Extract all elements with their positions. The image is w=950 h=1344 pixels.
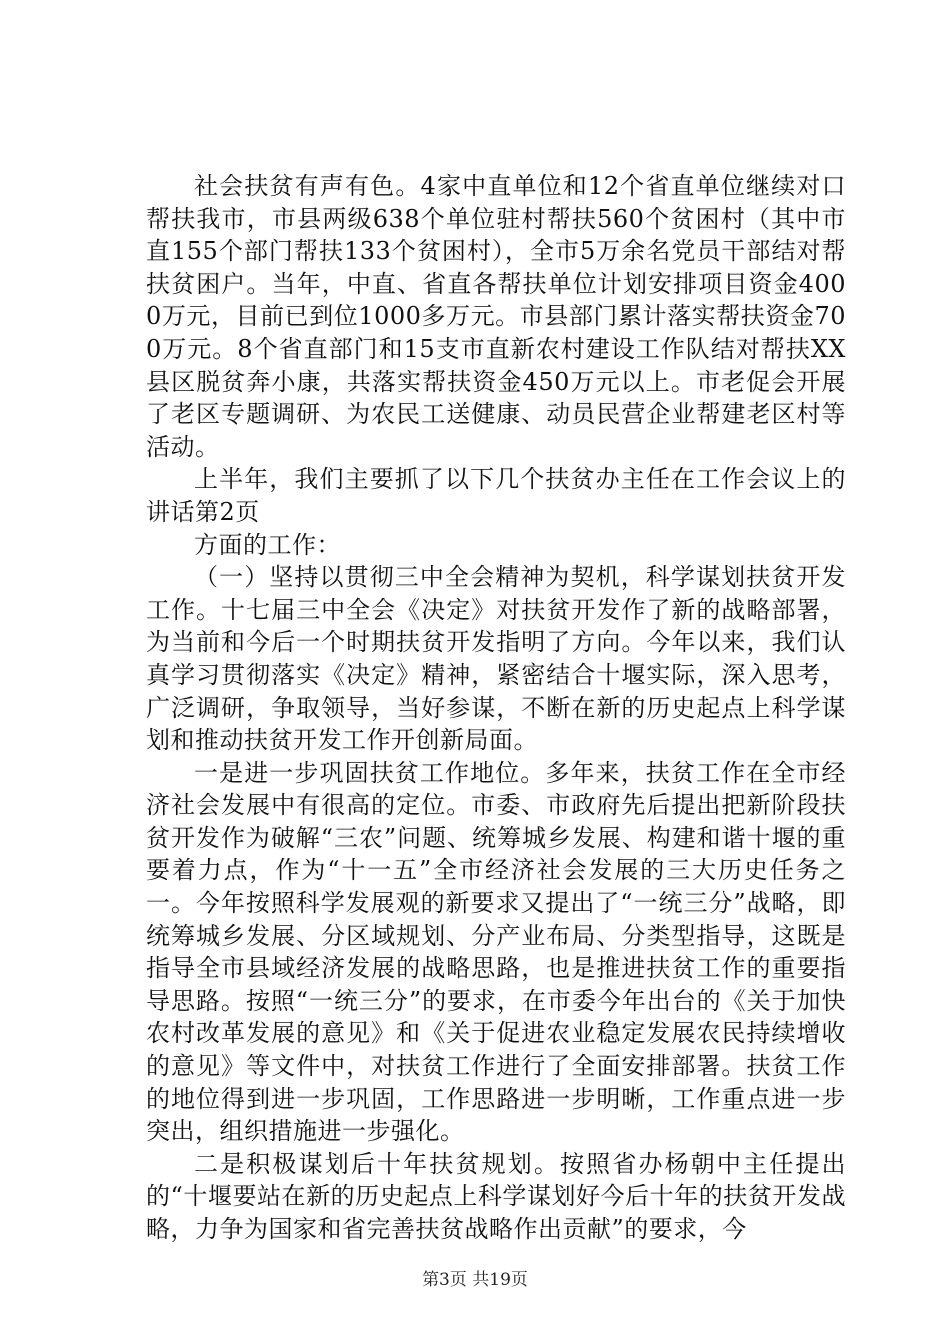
paragraph-first-half-year: 上半年，我们主要抓了以下几个扶贫办主任在工作会议上的讲话第2页 (146, 465, 846, 526)
paragraph-section-one: （一）坚持以贯彻三中全会精神为契机，科学谋划扶贫开发工作。十七届三中全会《决定》对扶贫开发作了新的战略部署，为当前和今后一个时期扶贫开发指明了方向。今年以来，我们认真学习贯彻落实《决定》精神，紧密结合十堰实际，深入思考，广泛调研，争取领导，当好参谋，不断在新的历史起点上科学谋划和推动扶贫开发工作开创新局面。 (146, 563, 846, 755)
paragraph-point-two: 二是积极谋划后十年扶贫规划。按照省办杨朝中主任提出的“十堰要站在新的历史起点上科学谋划好今后十年的扶贫开发战略，力争为国家和省完善扶贫战略作出贡献”的要求，今 (146, 1149, 846, 1243)
paragraph-social-poverty-relief: 社会扶贫有声有色。4家中直单位和12个省直单位继续对口帮扶我市，市县两级638个单位驻村帮扶560个贫困村（其中市直155个部门帮扶133个贫困村），全市5万余名党员干部结对帮扶贫困户。当年，中直、省直各帮扶单位计划安排项目资金4000万元，目前已到位1000多万元。市县部门累计落实帮扶资金700万元。8个省直部门和15支市直新农村建设工作队结对帮扶XX县区脱贫奔小康，共落实帮扶资金450万元以上。市老促会开展了老区专题调研、为农民工送健康、动员民营企业帮建老区村等活动。 (146, 172, 846, 461)
paragraph-work-aspects: 方面的工作： (194, 530, 341, 559)
page-footer: 第3页 共19页 (422, 1270, 528, 1290)
document-body (146, 170, 846, 1246)
paragraph-point-one: 一是进一步巩固扶贫工作地位。多年来，扶贫工作在全市经济社会发展中有很高的定位。市委、市政府先后提出把新阶段扶贫开发作为破解“三农”问题、统筹城乡发展、构建和谐十堰的重要着力点，作为“十一五”全市经济社会发展的三大历史任务之一。今年按照科学发展观的新要求又提出了“一统三分”战略，即统筹城乡发展、分区域规划、分产业布局、分类型指导，这既是指导全市县域经济发展的战略思路，也是推进扶贫工作的重要指导思路。按照“一统三分”的要求，在市委今年出台的《关于加快农村改革发展的意见》和《关于促进农业稳定发展农民持续增收的意见》等文件中，对扶贫工作进行了全面安排部署。扶贫工作的地位得到进一步巩固，工作思路进一步明晰，工作重点进一步突出，组织措施进一步强化。 (146, 758, 846, 1146)
